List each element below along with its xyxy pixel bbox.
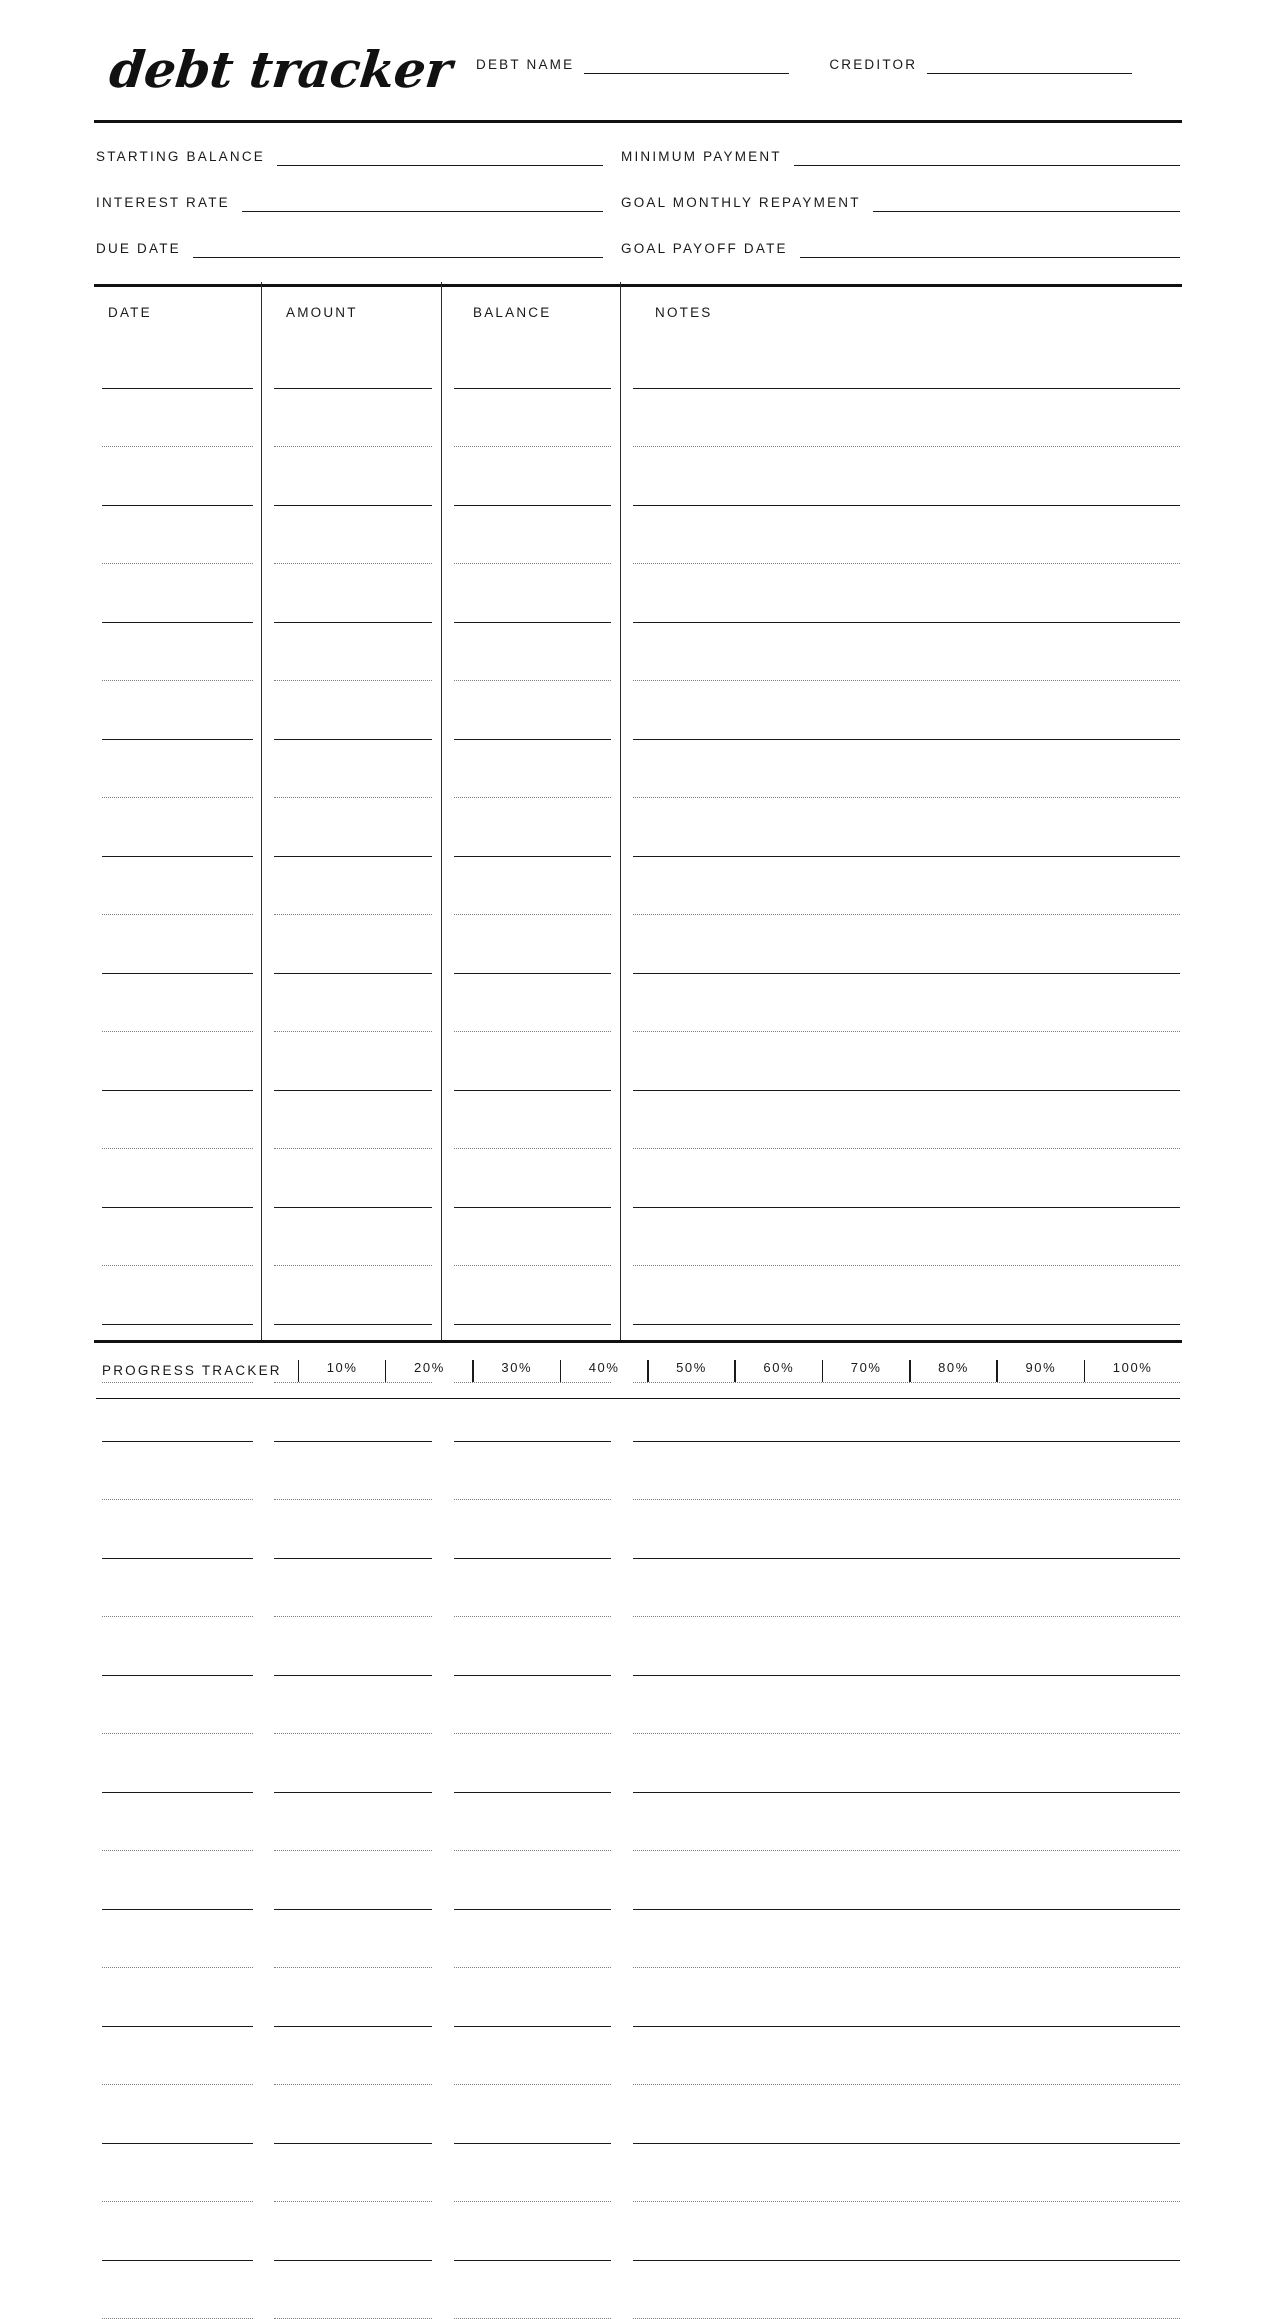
cell-notes[interactable] [620, 1968, 1180, 2027]
cell-date[interactable] [96, 623, 261, 682]
cell-amount[interactable] [261, 447, 441, 506]
cell-date[interactable] [96, 330, 261, 389]
cell-date[interactable] [96, 2144, 261, 2203]
cell-date[interactable] [96, 2202, 261, 2261]
cell-date[interactable] [96, 740, 261, 799]
cell-notes[interactable] [620, 1091, 1180, 1150]
cell-balance[interactable] [441, 915, 620, 974]
cell-amount[interactable] [261, 1617, 441, 1676]
goal-payoff-date-input-line[interactable] [800, 244, 1180, 258]
goal-monthly-repayment-field[interactable] [621, 195, 1180, 212]
column-header-amount: AMOUNT [274, 305, 461, 320]
cell-date[interactable] [96, 681, 261, 740]
page-title: debt tracker [107, 40, 455, 99]
table-row[interactable] [96, 2085, 1180, 2144]
cell-amount[interactable] [261, 1793, 441, 1852]
column-header-date: DATE [96, 305, 274, 320]
cell-notes[interactable] [620, 1208, 1180, 1267]
cell-amount[interactable] [261, 1559, 441, 1618]
progress-tick-80pct[interactable]: 80% [911, 1360, 997, 1382]
table-row[interactable] [96, 564, 1180, 623]
goal-monthly-repayment-input-line[interactable] [873, 198, 1180, 212]
cell-balance[interactable] [441, 1559, 620, 1618]
cell-date[interactable] [96, 564, 261, 623]
column-header-notes: NOTES [643, 305, 1180, 320]
debt-name-field[interactable] [476, 57, 789, 74]
cell-amount[interactable] [261, 2085, 441, 2144]
table-row[interactable] [96, 330, 1180, 389]
cell-amount[interactable] [261, 2261, 441, 2319]
cell-date[interactable] [96, 915, 261, 974]
progress-tracker-label: PROGRESS TRACKER [102, 1363, 282, 1378]
cell-date[interactable] [96, 1266, 261, 1325]
summary-section [96, 123, 1180, 284]
table-row[interactable] [96, 1091, 1180, 1150]
cell-amount[interactable] [261, 330, 441, 389]
header-fields [476, 57, 1180, 74]
progress-tick-50pct[interactable]: 50% [649, 1360, 735, 1382]
table-row[interactable] [96, 915, 1180, 974]
cell-balance[interactable] [441, 623, 620, 682]
cell-notes[interactable] [620, 798, 1180, 857]
cell-notes[interactable] [620, 1910, 1180, 1969]
cell-notes[interactable] [620, 564, 1180, 623]
table-row[interactable] [96, 1383, 1180, 1442]
interest-rate-field[interactable] [96, 195, 621, 212]
table-row[interactable] [96, 857, 1180, 916]
cell-notes[interactable] [620, 1617, 1180, 1676]
progress-tick-70pct[interactable]: 70% [823, 1360, 909, 1382]
table-row[interactable] [96, 1208, 1180, 1267]
cell-date[interactable] [96, 1968, 261, 2027]
cell-amount[interactable] [261, 1734, 441, 1793]
cell-notes[interactable] [620, 1559, 1180, 1618]
cell-amount[interactable] [261, 1325, 441, 1384]
interest-rate-input-line[interactable] [242, 198, 603, 212]
cell-balance[interactable] [441, 1617, 620, 1676]
cell-balance[interactable] [441, 1734, 620, 1793]
cell-amount[interactable] [261, 1442, 441, 1501]
cell-amount[interactable] [261, 1208, 441, 1267]
cell-balance[interactable] [441, 681, 620, 740]
cell-notes[interactable] [620, 1442, 1180, 1501]
cell-notes[interactable] [620, 1266, 1180, 1325]
cell-balance[interactable] [441, 1676, 620, 1735]
creditor-label: CREDITOR [829, 57, 917, 74]
table-row[interactable] [96, 389, 1180, 448]
cell-balance[interactable] [441, 1968, 620, 2027]
creditor-input-line[interactable] [927, 60, 1132, 74]
cell-balance[interactable] [441, 1910, 620, 1969]
table-row[interactable] [96, 1032, 1180, 1091]
cell-notes[interactable] [620, 330, 1180, 389]
cell-amount[interactable] [261, 740, 441, 799]
cell-balance[interactable] [441, 1091, 620, 1150]
minimum-payment-label: MINIMUM PAYMENT [621, 149, 782, 166]
cell-balance[interactable] [441, 1325, 620, 1384]
cell-notes[interactable] [620, 447, 1180, 506]
summary-row [96, 149, 1180, 166]
cell-amount[interactable] [261, 1149, 441, 1208]
cell-balance[interactable] [441, 564, 620, 623]
cell-amount[interactable] [261, 506, 441, 565]
progress-tick-90pct[interactable]: 90% [998, 1360, 1084, 1382]
cell-amount[interactable] [261, 1851, 441, 1910]
cell-notes[interactable] [620, 2027, 1180, 2086]
debt-name-label: DEBT NAME [476, 57, 574, 74]
cell-balance[interactable] [441, 1793, 620, 1852]
starting-balance-label: STARTING BALANCE [96, 149, 265, 166]
table-row[interactable] [96, 506, 1180, 565]
cell-notes[interactable] [620, 506, 1180, 565]
cell-notes[interactable] [620, 1325, 1180, 1384]
table-row[interactable] [96, 1968, 1180, 2027]
cell-amount[interactable] [261, 1910, 441, 1969]
goal-payoff-date-field[interactable] [621, 241, 1180, 258]
summary-row [96, 195, 1180, 212]
cell-notes[interactable] [620, 1793, 1180, 1852]
table-row[interactable] [96, 1851, 1180, 1910]
cell-date[interactable] [96, 1851, 261, 1910]
cell-date[interactable] [96, 1383, 261, 1442]
table-rows [96, 330, 1180, 1340]
cell-balance[interactable] [441, 1266, 620, 1325]
cell-amount[interactable] [261, 1500, 441, 1559]
cell-balance[interactable] [441, 1442, 620, 1501]
cell-amount[interactable] [261, 681, 441, 740]
cell-notes[interactable] [620, 2085, 1180, 2144]
cell-amount[interactable] [261, 1676, 441, 1735]
cell-amount[interactable] [261, 798, 441, 857]
table-row[interactable] [96, 1266, 1180, 1325]
table-row[interactable] [96, 1442, 1180, 1501]
table-row[interactable] [96, 1617, 1180, 1676]
cell-date[interactable] [96, 1793, 261, 1852]
cell-date[interactable] [96, 798, 261, 857]
table-row[interactable] [96, 1910, 1180, 1969]
cell-amount[interactable] [261, 2202, 441, 2261]
table-row[interactable] [96, 2144, 1180, 2203]
starting-balance-field[interactable] [96, 149, 621, 166]
cell-notes[interactable] [620, 1500, 1180, 1559]
minimum-payment-input-line[interactable] [794, 152, 1180, 166]
column-header-balance: BALANCE [461, 305, 643, 320]
cell-amount[interactable] [261, 2144, 441, 2203]
due-date-input-line[interactable] [193, 244, 603, 258]
table-row[interactable] [96, 798, 1180, 857]
cell-amount[interactable] [261, 1091, 441, 1150]
starting-balance-input-line[interactable] [277, 152, 603, 166]
cell-notes[interactable] [620, 1032, 1180, 1091]
progress-tick-30pct[interactable]: 30% [474, 1360, 560, 1382]
cell-balance[interactable] [441, 857, 620, 916]
cell-balance[interactable] [441, 740, 620, 799]
table-row[interactable] [96, 1325, 1180, 1384]
summary-row [96, 241, 1180, 258]
table-header-row [96, 287, 1180, 330]
debt-name-input-line[interactable] [584, 60, 789, 74]
cell-date[interactable] [96, 2027, 261, 2086]
cell-amount[interactable] [261, 1266, 441, 1325]
cell-notes[interactable] [620, 681, 1180, 740]
cell-amount[interactable] [261, 1383, 441, 1442]
progress-tick-60pct[interactable]: 60% [736, 1360, 822, 1382]
cell-balance[interactable] [441, 389, 620, 448]
due-date-label: DUE DATE [96, 241, 181, 258]
cell-notes[interactable] [620, 1851, 1180, 1910]
progress-tick-20pct[interactable]: 20% [386, 1360, 472, 1382]
cell-notes[interactable] [620, 915, 1180, 974]
cell-notes[interactable] [620, 1149, 1180, 1208]
cell-date[interactable] [96, 1734, 261, 1793]
cell-notes[interactable] [620, 2202, 1180, 2261]
cell-date[interactable] [96, 857, 261, 916]
cell-date[interactable] [96, 1032, 261, 1091]
cell-date[interactable] [96, 1500, 261, 1559]
creditor-field[interactable] [829, 57, 1132, 74]
cell-notes[interactable] [620, 389, 1180, 448]
table-row[interactable] [96, 1559, 1180, 1618]
cell-notes[interactable] [620, 1734, 1180, 1793]
table-row[interactable] [96, 447, 1180, 506]
due-date-field[interactable] [96, 241, 621, 258]
cell-date[interactable] [96, 1676, 261, 1735]
table-row[interactable] [96, 2027, 1180, 2086]
table-row[interactable] [96, 2202, 1180, 2261]
cell-balance[interactable] [441, 974, 620, 1033]
table-row[interactable] [96, 740, 1180, 799]
cell-date[interactable] [96, 1617, 261, 1676]
cell-balance[interactable] [441, 1383, 620, 1442]
cell-amount[interactable] [261, 564, 441, 623]
cell-date[interactable] [96, 1091, 261, 1150]
cell-amount[interactable] [261, 389, 441, 448]
table-row[interactable] [96, 1500, 1180, 1559]
cell-notes[interactable] [620, 740, 1180, 799]
cell-balance[interactable] [441, 1149, 620, 1208]
cell-date[interactable] [96, 974, 261, 1033]
goal-monthly-repayment-label: GOAL MONTHLY REPAYMENT [621, 195, 861, 212]
cell-balance[interactable] [441, 330, 620, 389]
cell-date[interactable] [96, 1559, 261, 1618]
table-row[interactable] [96, 974, 1180, 1033]
cell-date[interactable] [96, 1325, 261, 1384]
goal-payoff-date-label: GOAL PAYOFF DATE [621, 241, 788, 258]
cell-notes[interactable] [620, 2144, 1180, 2203]
table-row[interactable] [96, 1793, 1180, 1852]
cell-balance[interactable] [441, 2202, 620, 2261]
cell-balance[interactable] [441, 798, 620, 857]
cell-date[interactable] [96, 447, 261, 506]
cell-amount[interactable] [261, 857, 441, 916]
cell-amount[interactable] [261, 623, 441, 682]
cell-amount[interactable] [261, 1968, 441, 2027]
cell-notes[interactable] [620, 1676, 1180, 1735]
minimum-payment-field[interactable] [621, 149, 1180, 166]
table-body [96, 330, 1180, 1340]
cell-date[interactable] [96, 1149, 261, 1208]
cell-balance[interactable] [441, 2085, 620, 2144]
cell-amount[interactable] [261, 974, 441, 1033]
cell-notes[interactable] [620, 623, 1180, 682]
cell-balance[interactable] [441, 1208, 620, 1267]
cell-notes[interactable] [620, 974, 1180, 1033]
cell-balance[interactable] [441, 1500, 620, 1559]
cell-balance[interactable] [441, 1851, 620, 1910]
table-row[interactable] [96, 1734, 1180, 1793]
cell-amount[interactable] [261, 915, 441, 974]
table-row[interactable] [96, 681, 1180, 740]
cell-balance[interactable] [441, 2027, 620, 2086]
cell-amount[interactable] [261, 2027, 441, 2086]
cell-date[interactable] [96, 506, 261, 565]
progress-tick-10pct[interactable]: 10% [299, 1360, 385, 1382]
cell-balance[interactable] [441, 447, 620, 506]
cell-date[interactable] [96, 1208, 261, 1267]
table-row[interactable] [96, 623, 1180, 682]
cell-date[interactable] [96, 389, 261, 448]
cell-date[interactable] [96, 1442, 261, 1501]
cell-date[interactable] [96, 2085, 261, 2144]
cell-date[interactable] [96, 1910, 261, 1969]
payments-table [96, 287, 1180, 1340]
interest-rate-label: INTEREST RATE [96, 195, 230, 212]
progress-tick-100pct[interactable]: 100% [1085, 1360, 1180, 1382]
cell-date[interactable] [96, 2261, 261, 2319]
table-row[interactable] [96, 1676, 1180, 1735]
table-row[interactable] [96, 2261, 1180, 2319]
cell-notes[interactable] [620, 1383, 1180, 1442]
cell-balance[interactable] [441, 506, 620, 565]
cell-balance[interactable] [441, 2261, 620, 2319]
cell-balance[interactable] [441, 2144, 620, 2203]
cell-balance[interactable] [441, 1032, 620, 1091]
cell-amount[interactable] [261, 1032, 441, 1091]
progress-tick-40pct[interactable]: 40% [561, 1360, 647, 1382]
page-header [96, 0, 1180, 120]
table-row[interactable] [96, 1149, 1180, 1208]
cell-notes[interactable] [620, 857, 1180, 916]
cell-notes[interactable] [620, 2261, 1180, 2319]
